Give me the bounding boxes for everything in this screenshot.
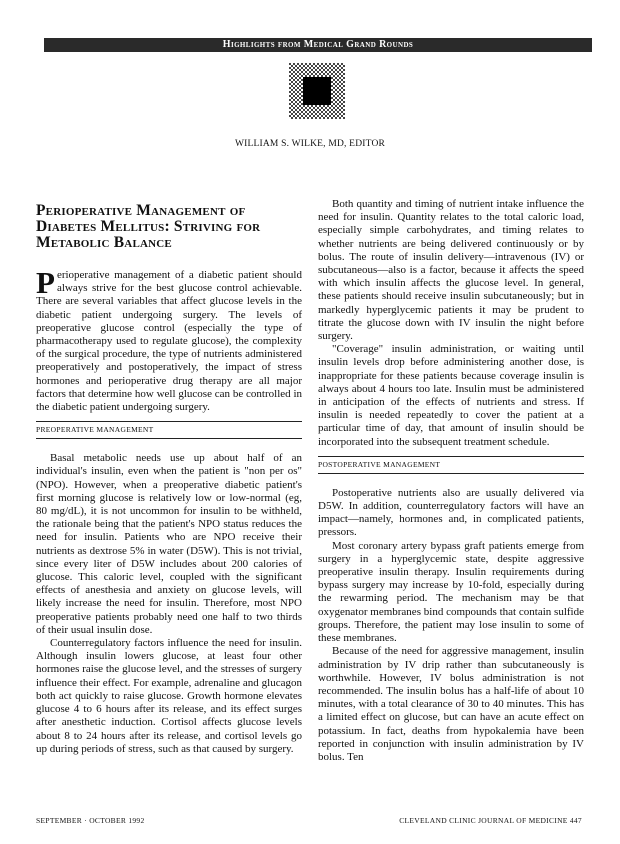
section-banner: Highlights from Medical Grand Rounds (44, 38, 592, 52)
title-line-1: Perioperative Management of (36, 202, 246, 219)
right-column (318, 198, 584, 764)
intro-text: erioperative management of a diabetic patient should always strive for the best glucose control achievable. There are several variables that affect glucose levels in the diabetic patient undergoing surgery. The levels of preoperative glucose control (especially the type of pharmacotherapy used to regulate glucose), the complexity of the surgical procedure, the type of nutrients administered preoperatively and postoperatively, the impact of stress hormones and perioperative drug therapy are all major factors that determine how well glucose can be controlled in the diabetic patient undergoing surgery. (36, 269, 302, 414)
paragraph: Most coronary artery bypass graft patients emerge from surgery in a hyperglycemic state, despite aggressive preoperative insulin therapy. Insulin requirements during bypass surgery may increase by 10-fold, especially during the rewarming period. The mechanism may be that oxygenator membranes bind compounds that contain sulfide groups. Therefore, the patient may lose insulin to some of these membranes. (318, 539, 584, 645)
drop-cap: P (36, 265, 55, 300)
paragraph: Basal metabolic needs use up about half of an individual's insulin, even when the patient is "non per os" (NPO). However, when a preoperative diabetic patient's first morning glucose is relatively low or low-normal (eg, 80 mg/dL), it is not uncommon for insulin to be withheld, the rationale being that the patient's NPO status reduces the need for insulin. Patients who are NPO receive their nutrients as dextrose 5% in water (D5W). This is not trivial, since every liter of D5W includes about 200 calories of glucose. This caloric level, coupled with the significant effects of anesthesia and anxiety on glucose levels, will likely increase the need for insulin. Therefore, most NPO preoperative patients probably need one half to two thirds of their usual insulin dose. (36, 452, 302, 636)
article-title (36, 203, 302, 251)
title-line-3: Metabolic Balance (36, 234, 172, 251)
paragraph: Both quantity and timing of nutrient intake influence the need for insulin. Quantity relates to the total caloric load, especially simple carbohydrates, and timing relates to whether nutrients are being delivered continuously or by bolus. The route of insulin delivery—intravenous (IV) or subcutaneous—also is a factor, because it affects the speed with which insulin affects the glucose level. In general, these patients should receive insulin subcutaneously; but in markedly hyperglycemic patients it may be prudent to titrate the glucose down with IV insulin the night before surgery. (318, 198, 584, 343)
footer-date: SEPTEMBER · OCTOBER 1992 (36, 816, 145, 825)
intro-paragraph (36, 265, 302, 414)
checkered-square-logo-icon (289, 63, 345, 119)
left-column (36, 195, 302, 756)
paragraph: "Coverage" insulin administration, or waiting until insulin levels drop before administering another dose, is inappropriate for these patients because coverage insulin is always about 4 hours too late. Insulin must be administered in anticipation of the effects of nutrients and stress. If insulin is needed repeatedly to cover the patient at a particular time of day, that amount of insulin should be incorporated into the subsequent treatment schedule. (318, 343, 584, 448)
paragraph: Postoperative nutrients also are usually delivered via D5W. In addition, counterregulatory factors will have an impact—namely, hormones and, in complicated patients, pressors. (318, 486, 584, 539)
paragraph: Counterregulatory factors influence the need for insulin. Although insulin lowers glucose, at least four other hormones raise the glucose level, and the stresses of surgery influence their effect. For example, adrenaline and glucagon both act quickly to raise glucose. Growth hormone elevates glucose 4 to 6 hours after its release, and its effect surges after anesthetic induction. Cortisol affects glucose levels about 8 to 24 hours after its release, and cortisol levels go up during periods of stress, such as that caused by surgery. (36, 637, 302, 755)
editor-credit: WILLIAM S. WILKE, MD, EDITOR (234, 139, 386, 149)
paragraph: Because of the need for aggressive management, insulin administration by IV drip rather than subcutaneously is worthwhile. However, IV bolus administration is not recommended. The insulin bolus has a half-life of about 10 minutes, with a total clearance of 30 to 40 minutes. This has a limited effect on glucose, but can have an acute effect on potassium. In fact, deaths from hypokalemia have been reported in conjunction with insulin administration by IV bolus. Ten (318, 645, 584, 763)
title-line-2: Diabetes Mellitus: Striving for (36, 218, 261, 235)
section-heading-postoperative: POSTOPERATIVE MANAGEMENT (318, 456, 584, 474)
footer-journal: CLEVELAND CLINIC JOURNAL OF MEDICINE 447 (399, 816, 582, 825)
section-heading-preoperative: PREOPERATIVE MANAGEMENT (36, 421, 302, 439)
